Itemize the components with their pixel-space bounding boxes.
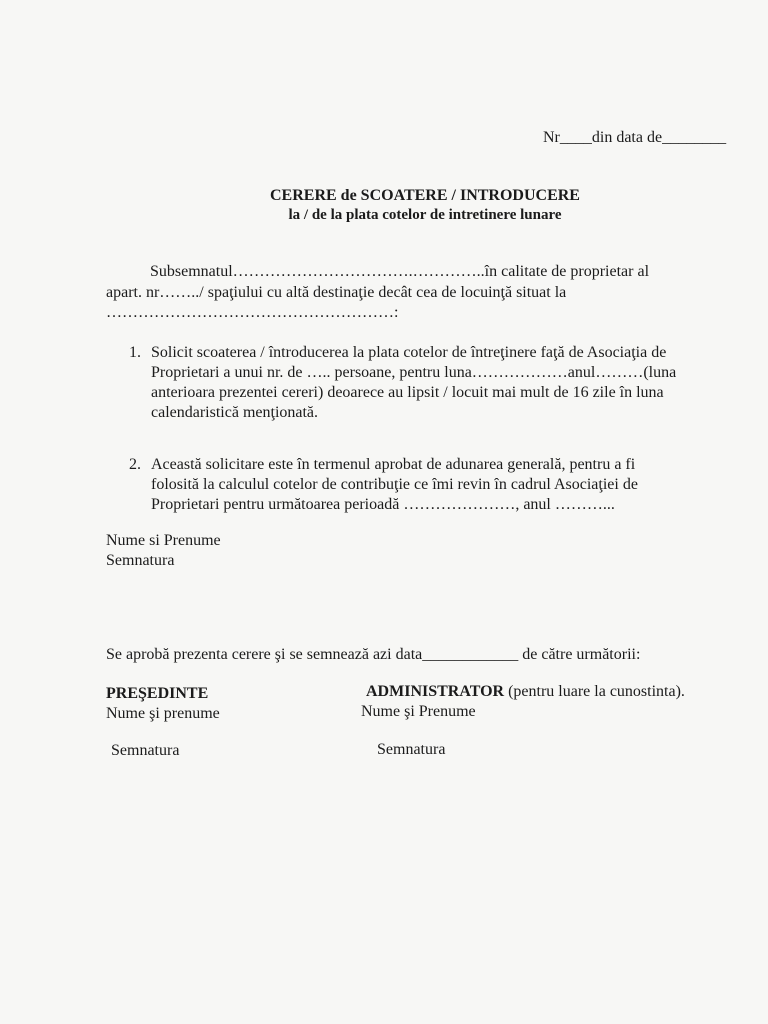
item-1-line-2: Proprietari a unui nr. de ….. persoane, pentru luna………………anul………(luna [151,364,677,381]
president-signature-label: Semnatura [111,742,180,759]
item-2-line-1: Această solicitare este în termenul aprobat de adunarea generală, pentru a fi [151,456,636,473]
administrator-title: ADMINISTRATOR [366,683,505,700]
item-2-number: 2. [129,456,141,473]
administrator-heading [366,682,685,702]
administrator-signature-label: Semnatura [377,741,446,758]
president-name-label: Nume şi prenume [106,705,220,722]
intro-line-3: ………………………………………………: [106,304,399,321]
intro-line-1: Subsemnatul…………………………….…………..în calitate de proprietar al [150,263,650,280]
item-1-number: 1. [129,344,141,361]
document-title: CERERE de SCOATERE / INTRODUCERE [270,187,580,204]
item-1-line-1: Solicit scoaterea / întroducerea la plata cotelor de întreţinere faţă de Asociaţia de [151,344,667,361]
signatory-signature-label: Semnatura [106,552,175,569]
item-2-line-2: folosită la calculul cotelor de contribuţie ce îmi revin în cadrul Asociaţiei de [151,476,638,493]
administrator-name-label: Nume şi Prenume [361,703,476,720]
item-2-line-3: Proprietari pentru următoarea perioadă …………………, anul ………... [151,496,615,513]
item-1-line-4: calendaristică menţionată. [151,404,319,421]
administrator-note: (pentru luare la cunostinta). [508,683,685,700]
signatory-name-label: Nume si Prenume [106,532,221,549]
approval-statement: Se aprobă prezenta cerere şi se semnează azi data____________ de către următorii: [106,646,641,663]
reference-number-date: Nr____din data de________ [543,129,727,146]
item-1-line-3: anterioara prezentei cereri) deoarece au lipsit / locuit mai mult de 16 zile în luna [151,384,664,401]
document-subtitle: la / de la plata cotelor de intretinere lunare [288,207,562,223]
president-title: PREŞEDINTE [106,685,209,702]
intro-line-2: apart. nr……../ spaţiului cu altă destinaţie decât cea de locuinţă situat la [106,284,567,301]
